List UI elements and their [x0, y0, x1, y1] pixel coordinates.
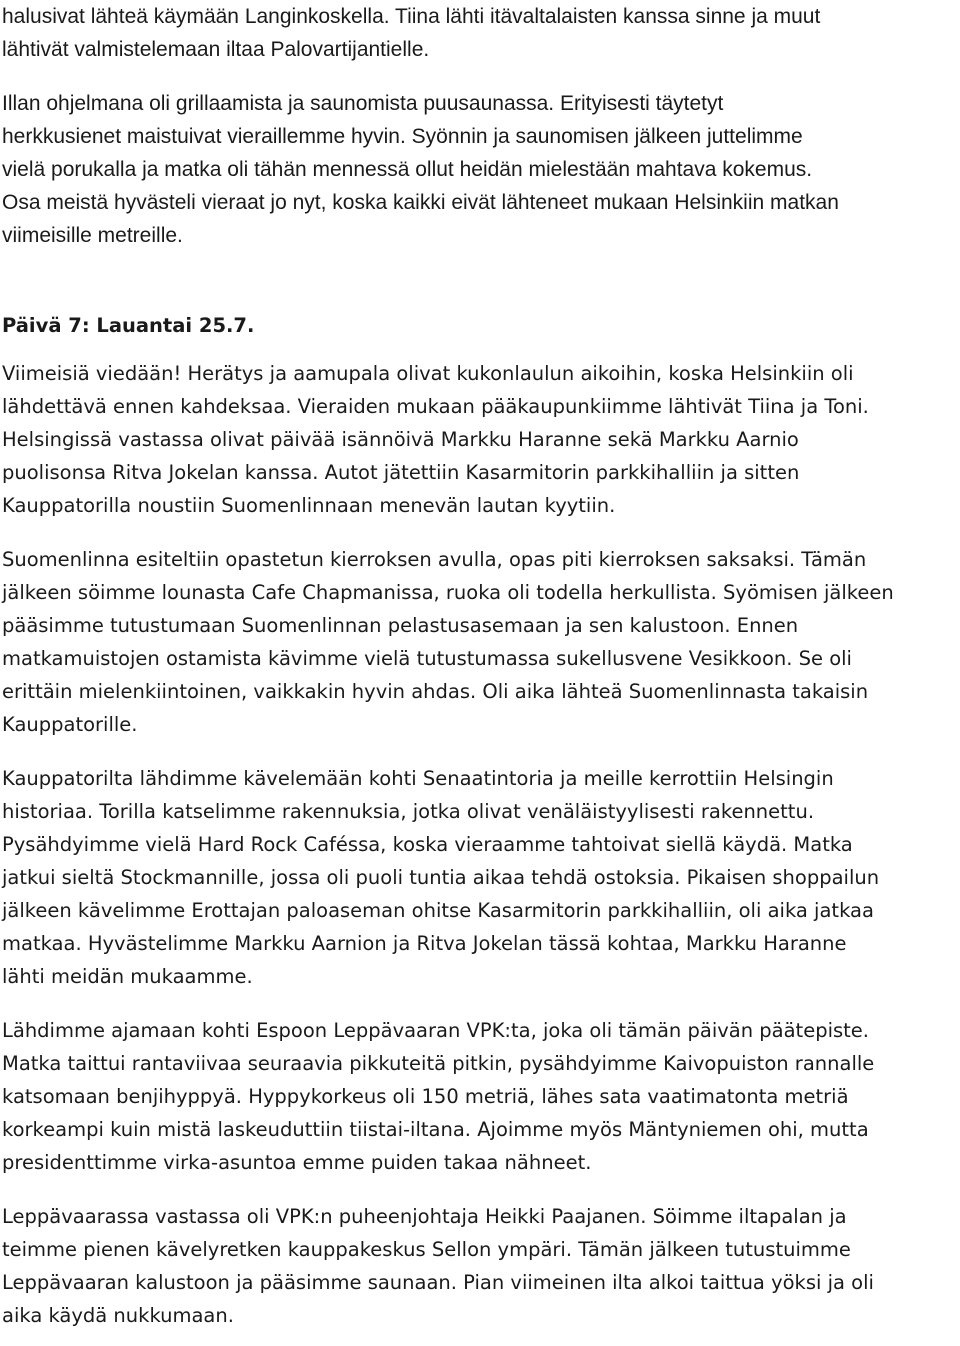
text-line: Helsingissä vastassa olivat päivää isännöivä Markku Haranne sekä Markku Aarnio — [2, 428, 799, 451]
text-line: herkkusienet maistuivat vieraillemme hyvin. Syönnin ja saunomisen jälkeen juttelimme — [2, 125, 803, 148]
text-line: Kauppatorille. — [2, 713, 138, 736]
intro-paragraph — [2, 87, 958, 252]
intro-paragraph — [2, 0, 958, 66]
text-line: jälkeen kävelimme Erottajan paloaseman ohitse Kasarmitorin parkkihalliin, oli aika jatkaa — [2, 899, 874, 922]
text-line: Viimeisiä viedään! Herätys ja aamupala olivat kukonlaulun aikoihin, koska Helsinkiin oli — [2, 362, 854, 385]
text-line: Kauppatorilta lähdimme kävelemään kohti Senaatintoria ja meille kerrottiin Helsingin — [2, 767, 834, 790]
day-heading: Päivä 7: Lauantai 25.7. — [2, 314, 255, 337]
text-line: viimeisille metreille. — [2, 224, 183, 247]
text-line: lähdettävä ennen kahdeksaa. Vieraiden mukaan pääkaupunkiimme lähtivät Tiina ja Toni. — [2, 395, 869, 418]
text-line: pääsimme tutustumaan Suomenlinnan pelastusasemaan ja sen kalustoon. Ennen — [2, 614, 799, 637]
text-line: halusivat lähteä käymään Langinkoskella. Tiina lähti itävaltalaisten kanssa sinne ja muut — [2, 5, 821, 28]
text-line: puolisonsa Ritva Jokelan kanssa. Autot jätettiin Kasarmitorin parkkihalliin ja sitten — [2, 461, 800, 484]
body-paragraph — [2, 1014, 958, 1179]
text-line: katsomaan benjihyppyä. Hyppykorkeus oli 150 metriä, lähes sata vaatimatonta metriä — [2, 1085, 849, 1108]
text-line: lähti meidän mukaamme. — [2, 965, 253, 988]
document-page — [2, 0, 958, 1332]
text-line: vielä porukalla ja matka oli tähän mennessä ollut heidän mielestään mahtava kokemus. — [2, 158, 813, 181]
body-paragraph — [2, 543, 958, 741]
text-line: historiaa. Torilla katselimme rakennuksia, jotka olivat venäläistyylisesti rakennettu. — [2, 800, 815, 823]
text-line: presidenttimme virka-asuntoa emme puiden takaa nähneet. — [2, 1151, 592, 1174]
text-line: teimme pienen kävelyretken kauppakeskus Sellon ympäri. Tämän jälkeen tutustuimme — [2, 1238, 851, 1261]
text-line: matkamuistojen ostamista kävimme vielä tutustumassa sukellusvene Vesikkoon. Se oli — [2, 647, 852, 670]
text-line: matkaa. Hyvästelimme Markku Aarnion ja Ritva Jokelan tässä kohtaa, Markku Haranne — [2, 932, 847, 955]
text-line: Illan ohjelmana oli grillaamista ja saunomista puusaunassa. Erityisesti täytetyt — [2, 92, 724, 115]
text-line: Leppävaarassa vastassa oli VPK:n puheenjohtaja Heikki Paajanen. Söimme iltapalan ja — [2, 1205, 847, 1228]
text-line: Pysähdyimme vielä Hard Rock Caféssa, koska vieraamme tahtoivat siellä käydä. Matka — [2, 833, 853, 856]
body-paragraph — [2, 1200, 958, 1332]
text-line: lähtivät valmistelemaan iltaa Palovartijantielle. — [2, 38, 430, 61]
text-line: Osa meistä hyvästeli vieraat jo nyt, koska kaikki eivät lähteneet mukaan Helsinkiin matkan — [2, 191, 839, 214]
text-line: korkeampi kuin mistä laskeuduttiin tiistai-iltana. Ajoimme myös Mäntyniemen ohi, mutta — [2, 1118, 869, 1141]
text-line: aika käydä nukkumaan. — [2, 1304, 234, 1327]
body-paragraph — [2, 762, 958, 993]
body-paragraph — [2, 357, 958, 522]
text-line: erittäin mielenkiintoinen, vaikkakin hyvin ahdas. Oli aika lähteä Suomenlinnasta takaisin — [2, 680, 869, 703]
text-line: Kauppatorilla noustiin Suomenlinnaan menevän lautan kyytiin. — [2, 494, 616, 517]
text-line: jatkui sieltä Stockmannille, jossa oli puoli tuntia aikaa tehdä ostoksia. Pikaisen shoppailun — [2, 866, 880, 889]
text-line: Leppävaaran kalustoon ja pääsimme saunaan. Pian viimeinen ilta alkoi taittua yöksi ja oli — [2, 1271, 874, 1294]
text-line: jälkeen söimme lounasta Cafe Chapmanissa, ruoka oli todella herkullista. Syömisen jälkeen — [2, 581, 894, 604]
text-line: Lähdimme ajamaan kohti Espoon Leppävaaran VPK:ta, joka oli tämän päivän päätepiste. — [2, 1019, 869, 1042]
text-line: Suomenlinna esiteltiin opastetun kierroksen avulla, opas piti kierroksen saksaksi. Tämän — [2, 548, 867, 571]
text-line: Matka taittui rantaviivaa seuraavia pikkuteitä pitkin, pysähdyimme Kaivopuiston rannalle — [2, 1052, 875, 1075]
